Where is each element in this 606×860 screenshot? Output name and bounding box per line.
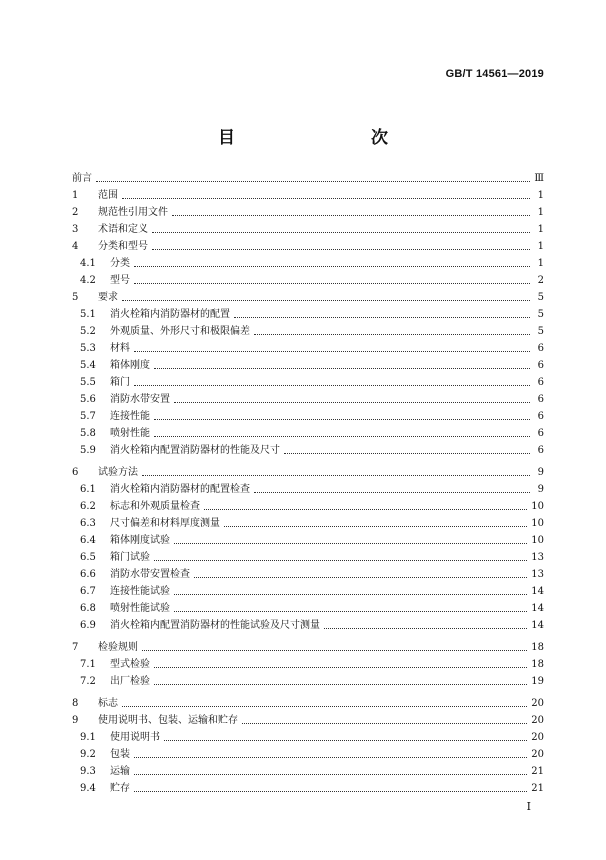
toc-entry[interactable] bbox=[72, 564, 544, 581]
toc-entry[interactable] bbox=[72, 598, 544, 615]
toc-leader-dots bbox=[134, 254, 530, 267]
toc-leader-dots bbox=[154, 672, 527, 685]
toc-entry-page: 14 bbox=[531, 620, 544, 631]
toc-entry[interactable] bbox=[72, 513, 544, 530]
toc-entry-page: 10 bbox=[531, 501, 544, 512]
toc-entry-label: 喷射性能试验 bbox=[110, 603, 170, 614]
toc-leader-dots bbox=[134, 762, 527, 775]
toc-entry[interactable] bbox=[72, 710, 544, 727]
toc-leader-dots bbox=[134, 745, 527, 758]
toc-entry-page: 6 bbox=[537, 360, 544, 371]
toc-entry-label: 使用说明书、包装、运输和贮存 bbox=[98, 715, 238, 726]
toc-entry-label: 消防水带安置检查 bbox=[110, 569, 190, 580]
toc-leader-dots bbox=[284, 441, 530, 454]
toc-entry-page: 20 bbox=[531, 749, 544, 760]
toc-entry-page: 9 bbox=[537, 484, 544, 495]
toc-entry[interactable] bbox=[72, 423, 544, 440]
toc-entry-number: 6 bbox=[72, 467, 79, 478]
toc-entry[interactable] bbox=[72, 581, 544, 598]
toc-entry-number: 9 bbox=[72, 715, 79, 726]
toc-entry-number: 5.8 bbox=[80, 428, 96, 439]
toc-leader-dots bbox=[122, 186, 530, 199]
toc-entry-label: 材料 bbox=[110, 343, 130, 354]
toc-entry-number: 1 bbox=[72, 190, 79, 201]
toc-leader-dots bbox=[254, 322, 530, 335]
toc-entry-number: 2 bbox=[72, 207, 79, 218]
toc-leader-dots bbox=[234, 305, 530, 318]
toc-leader-dots bbox=[154, 424, 530, 437]
toc-entry-label: 标志 bbox=[98, 698, 118, 709]
toc-entry-page: 5 bbox=[537, 309, 544, 320]
toc-leader-dots bbox=[134, 779, 527, 792]
toc-entry[interactable] bbox=[72, 761, 544, 778]
toc-entry-label: 型式检验 bbox=[110, 659, 150, 670]
toc-entry[interactable] bbox=[72, 671, 544, 688]
toc-entry[interactable] bbox=[72, 406, 544, 423]
toc-entry[interactable] bbox=[72, 168, 544, 185]
toc-entry-number: 6.9 bbox=[80, 620, 96, 631]
toc-leader-dots bbox=[174, 599, 527, 612]
toc-leader-dots bbox=[122, 288, 530, 301]
toc-entry-number: 9.3 bbox=[80, 766, 96, 777]
toc-entry-page: 1 bbox=[537, 190, 544, 201]
toc-entry-label: 前言 bbox=[72, 173, 92, 184]
toc-entry[interactable] bbox=[72, 372, 544, 389]
toc-entry[interactable] bbox=[72, 253, 544, 270]
toc-entry-number: 6.5 bbox=[80, 552, 96, 563]
toc-leader-dots bbox=[142, 638, 527, 651]
toc-leader-dots bbox=[174, 390, 530, 403]
toc-entry-label: 消防水带安置 bbox=[110, 394, 170, 405]
toc-entry[interactable] bbox=[72, 321, 544, 338]
toc-entry-page: 6 bbox=[537, 394, 544, 405]
toc-entry-label: 外观质量、外形尺寸和极限偏差 bbox=[110, 326, 250, 337]
toc-entry-number: 5.6 bbox=[80, 394, 96, 405]
toc-entry-label: 消火栓箱内配置消防器材的性能试验及尺寸测量 bbox=[110, 620, 320, 631]
toc-entry[interactable] bbox=[72, 654, 544, 671]
toc-entry[interactable] bbox=[72, 304, 544, 321]
toc-entry[interactable] bbox=[72, 440, 544, 457]
toc-entry-page: 14 bbox=[531, 603, 544, 614]
page-number: I bbox=[526, 800, 531, 813]
toc-entry-page: 6 bbox=[537, 377, 544, 388]
toc-entry-page: 13 bbox=[531, 569, 544, 580]
toc-entry-page: 20 bbox=[531, 715, 544, 726]
toc-entry-page: 1 bbox=[537, 224, 544, 235]
toc-entry-page: 13 bbox=[531, 552, 544, 563]
toc-entry-label: 要求 bbox=[98, 292, 118, 303]
toc-leader-dots bbox=[96, 169, 530, 182]
toc-entry[interactable] bbox=[72, 270, 544, 287]
toc-entry[interactable] bbox=[72, 530, 544, 547]
toc-leader-dots bbox=[134, 373, 530, 386]
toc-entry-page: 6 bbox=[537, 343, 544, 354]
toc-entry-label: 检验规则 bbox=[98, 642, 138, 653]
toc-entry-number: 5.3 bbox=[80, 343, 96, 354]
toc-entry-label: 箱体刚度 bbox=[110, 360, 150, 371]
toc-entry-label: 连接性能 bbox=[110, 411, 150, 422]
toc-leader-dots bbox=[224, 514, 527, 527]
toc-entry-label: 分类和型号 bbox=[98, 241, 148, 252]
toc-entry-label: 消火栓箱内消防器材的配置 bbox=[110, 309, 230, 320]
toc-entry-number: 5.2 bbox=[80, 326, 96, 337]
toc-entry-label: 包装 bbox=[110, 749, 130, 760]
toc-entry-label: 贮存 bbox=[110, 783, 130, 794]
toc-leader-dots bbox=[204, 497, 527, 510]
toc-entry[interactable] bbox=[72, 202, 544, 219]
toc-leader-dots bbox=[172, 203, 530, 216]
toc-entry-label: 术语和定义 bbox=[98, 224, 148, 235]
toc-entry-page: 5 bbox=[537, 292, 544, 303]
toc-entry[interactable] bbox=[72, 547, 544, 564]
table-of-contents bbox=[72, 168, 544, 795]
toc-entry-number: 9.2 bbox=[80, 749, 96, 760]
toc-entry-number: 6.8 bbox=[80, 603, 96, 614]
toc-entry-number: 7.1 bbox=[80, 659, 96, 670]
toc-leader-dots bbox=[142, 463, 530, 476]
toc-entry-page: 10 bbox=[531, 535, 544, 546]
toc-entry-number: 3 bbox=[72, 224, 79, 235]
toc-entry[interactable] bbox=[72, 693, 544, 710]
toc-entry-number: 7 bbox=[72, 642, 79, 653]
toc-entry-number: 6.7 bbox=[80, 586, 96, 597]
toc-entry-page: 21 bbox=[531, 766, 544, 777]
toc-entry[interactable] bbox=[72, 615, 544, 632]
toc-entry-page: 1 bbox=[537, 207, 544, 218]
toc-leader-dots bbox=[134, 339, 530, 352]
toc-entry[interactable] bbox=[72, 185, 544, 202]
toc-entry-label: 喷射性能 bbox=[110, 428, 150, 439]
toc-entry-label: 运输 bbox=[110, 766, 130, 777]
toc-entry-label: 规范性引用文件 bbox=[98, 207, 168, 218]
toc-entry[interactable] bbox=[72, 355, 544, 372]
toc-leader-dots bbox=[154, 356, 530, 369]
toc-entry-number: 5.4 bbox=[80, 360, 96, 371]
toc-entry-page: 1 bbox=[537, 241, 544, 252]
toc-entry-label: 试验方法 bbox=[98, 467, 138, 478]
toc-entry[interactable] bbox=[72, 219, 544, 236]
toc-entry-number: 7.2 bbox=[80, 676, 96, 687]
toc-entry-label: 箱门 bbox=[110, 377, 130, 388]
toc-leader-dots bbox=[174, 531, 527, 544]
toc-entry-number: 5 bbox=[72, 292, 79, 303]
toc-entry-page: 9 bbox=[537, 467, 544, 478]
toc-entry[interactable] bbox=[72, 727, 544, 744]
toc-entry-page: 2 bbox=[537, 275, 544, 286]
toc-entry[interactable] bbox=[72, 744, 544, 761]
toc-entry-page: 6 bbox=[537, 428, 544, 439]
toc-entry-page: 21 bbox=[531, 783, 544, 794]
toc-entry-label: 分类 bbox=[110, 258, 130, 269]
toc-entry-page: 19 bbox=[531, 676, 544, 687]
toc-entry-page: 20 bbox=[531, 698, 544, 709]
toc-entry-label: 箱体刚度试验 bbox=[110, 535, 170, 546]
toc-entry-number: 6.4 bbox=[80, 535, 96, 546]
toc-entry[interactable] bbox=[72, 338, 544, 355]
toc-entry[interactable] bbox=[72, 236, 544, 253]
toc-entry-number: 4.2 bbox=[80, 275, 96, 286]
toc-entry-page: 14 bbox=[531, 586, 544, 597]
toc-entry-page: 6 bbox=[537, 445, 544, 456]
toc-entry-label: 箱门试验 bbox=[110, 552, 150, 563]
toc-entry-number: 6.1 bbox=[80, 484, 96, 495]
toc-entry-number: 5.9 bbox=[80, 445, 96, 456]
toc-entry[interactable] bbox=[72, 462, 544, 479]
toc-entry-page: 1 bbox=[537, 258, 544, 269]
toc-entry-number: 9.4 bbox=[80, 783, 96, 794]
toc-entry-page: 18 bbox=[531, 659, 544, 670]
toc-leader-dots bbox=[154, 548, 527, 561]
toc-entry-label: 标志和外观质量检查 bbox=[110, 501, 200, 512]
toc-leader-dots bbox=[174, 582, 527, 595]
toc-entry[interactable] bbox=[72, 778, 544, 795]
toc-entry-label: 消火栓箱内配置消防器材的性能及尺寸 bbox=[110, 445, 280, 456]
toc-entry-number: 6.3 bbox=[80, 518, 96, 529]
toc-leader-dots bbox=[122, 694, 527, 707]
toc-entry-label: 出厂检验 bbox=[110, 676, 150, 687]
toc-entry[interactable] bbox=[72, 389, 544, 406]
toc-entry-page: Ⅲ bbox=[534, 173, 544, 184]
toc-leader-dots bbox=[154, 407, 530, 420]
toc-entry-number: 4.1 bbox=[80, 258, 96, 269]
toc-leader-dots bbox=[164, 728, 527, 741]
toc-entry-number: 5.7 bbox=[80, 411, 96, 422]
toc-entry-page: 20 bbox=[531, 732, 544, 743]
toc-leader-dots bbox=[194, 565, 527, 578]
toc-entry[interactable] bbox=[72, 496, 544, 513]
toc-leader-dots bbox=[254, 480, 530, 493]
toc-entry[interactable] bbox=[72, 637, 544, 654]
toc-entry-number: 5.5 bbox=[80, 377, 96, 388]
toc-entry-page: 6 bbox=[537, 411, 544, 422]
standard-code: GB/T 14561—2019 bbox=[445, 68, 544, 80]
toc-entry-page: 5 bbox=[537, 326, 544, 337]
toc-leader-dots bbox=[154, 655, 527, 668]
toc-leader-dots bbox=[324, 616, 527, 629]
toc-entry-label: 型号 bbox=[110, 275, 130, 286]
toc-entry[interactable] bbox=[72, 479, 544, 496]
page-title: 目 次 bbox=[218, 128, 422, 148]
toc-entry-number: 8 bbox=[72, 698, 79, 709]
toc-entry-label: 范围 bbox=[98, 190, 118, 201]
toc-entry-number: 9.1 bbox=[80, 732, 96, 743]
toc-entry[interactable] bbox=[72, 287, 544, 304]
toc-leader-dots bbox=[134, 271, 530, 284]
toc-entry-label: 连接性能试验 bbox=[110, 586, 170, 597]
toc-entry-label: 消火栓箱内消防器材的配置检查 bbox=[110, 484, 250, 495]
toc-entry-number: 6.2 bbox=[80, 501, 96, 512]
toc-entry-page: 10 bbox=[531, 518, 544, 529]
toc-entry-label: 使用说明书 bbox=[110, 732, 160, 743]
toc-entry-label: 尺寸偏差和材料厚度测量 bbox=[110, 518, 220, 529]
toc-entry-number: 4 bbox=[72, 241, 79, 252]
toc-entry-page: 18 bbox=[531, 642, 544, 653]
toc-entry-number: 5.1 bbox=[80, 309, 96, 320]
toc-leader-dots bbox=[242, 711, 527, 724]
toc-entry-number: 6.6 bbox=[80, 569, 96, 580]
toc-leader-dots bbox=[152, 237, 530, 250]
toc-leader-dots bbox=[152, 220, 530, 233]
